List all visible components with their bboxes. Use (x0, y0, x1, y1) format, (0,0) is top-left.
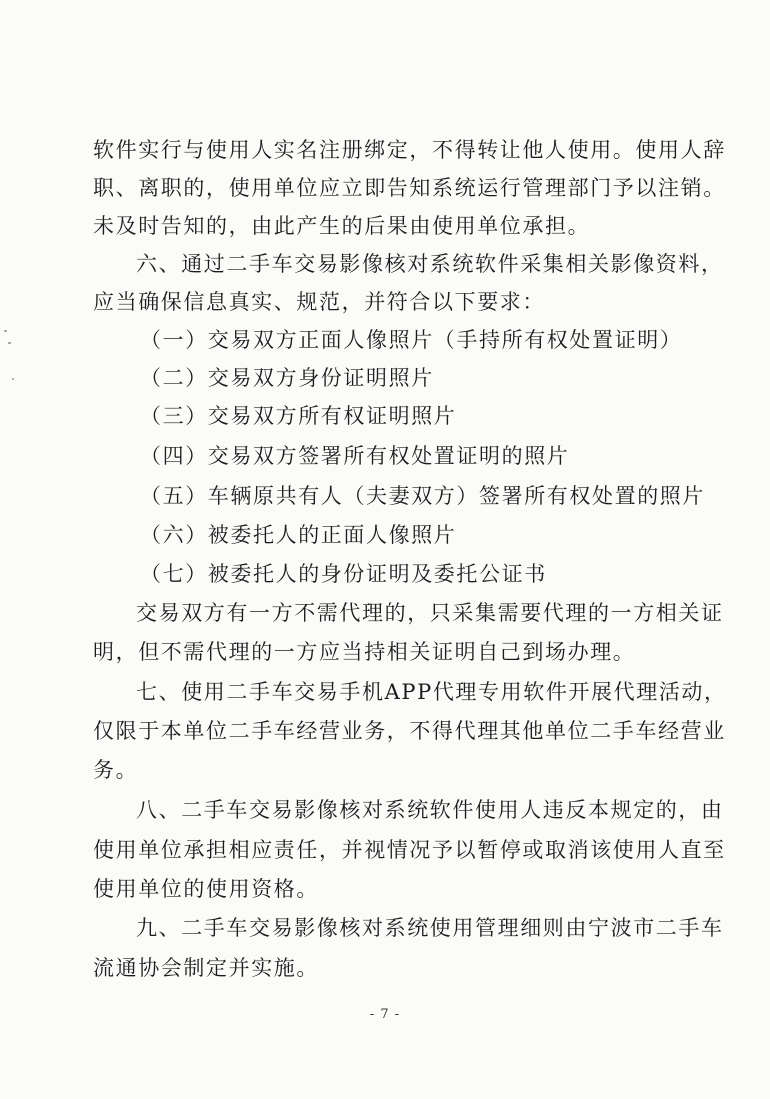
paragraph-line: 软件实行与使用人实名注册绑定，不得转让他人使用。使用人辞 (93, 138, 726, 162)
paragraph-line: 交易双方有一方不需代理的，只采集需要代理的一方相关证 (136, 601, 724, 625)
clause-nine-heading: 九、二手车交易影像核对系统使用管理细则由宁波市二手车 (136, 916, 724, 940)
list-item: （五）车辆原共有人（夫妻双方）签署所有权处置的照片 (140, 484, 705, 508)
paragraph-line: 使用单位承担相应责任，并视情况予以暂停或取消该使用人直至 (93, 838, 726, 862)
paragraph-line: 使用单位的使用资格。 (93, 877, 319, 901)
page-number: - 7 - (369, 1007, 401, 1022)
paragraph-line: 仅限于本单位二手车经营业务，不得代理其他单位二手车经营业 (93, 719, 726, 743)
paragraph-line: 未及时告知的，由此产生的后果由使用单位承担。 (93, 214, 591, 238)
list-item: （一）交易双方正面人像照片（手持所有权处置证明） (140, 328, 683, 352)
scan-speck (12, 378, 14, 380)
paragraph-line: 应当确保信息真实、规范，并符合以下要求： (93, 290, 545, 314)
list-item: （三）交易双方所有权证明照片 (140, 404, 457, 428)
clause-eight-heading: 八、二手车交易影像核对系统软件使用人违反本规定的，由 (136, 798, 724, 822)
scan-speck (8, 342, 11, 344)
paragraph-line: 明，但不需代理的一方应当持相关证明自己到场办理。 (93, 640, 636, 664)
list-item: （四）交易双方签署所有权处置证明的照片 (140, 444, 570, 468)
list-item: （二）交易双方身份证明照片 (140, 366, 434, 390)
clause-six-heading: 六、通过二手车交易影像核对系统软件采集相关影像资料， (136, 252, 724, 276)
clause-seven-heading: 七、使用二手车交易手机APP代理专用软件开展代理活动， (136, 680, 727, 704)
paragraph-line: 职、离职的，使用单位应立即告知系统运行管理部门予以注销。 (93, 176, 726, 200)
scan-speck (4, 330, 7, 332)
list-item: （七）被委托人的身份证明及委托公证书 (140, 562, 547, 586)
list-item: （六）被委托人的正面人像照片 (140, 523, 457, 547)
paragraph-line: 务。 (93, 758, 139, 782)
paragraph-line: 流通协会制定并实施。 (93, 956, 319, 980)
